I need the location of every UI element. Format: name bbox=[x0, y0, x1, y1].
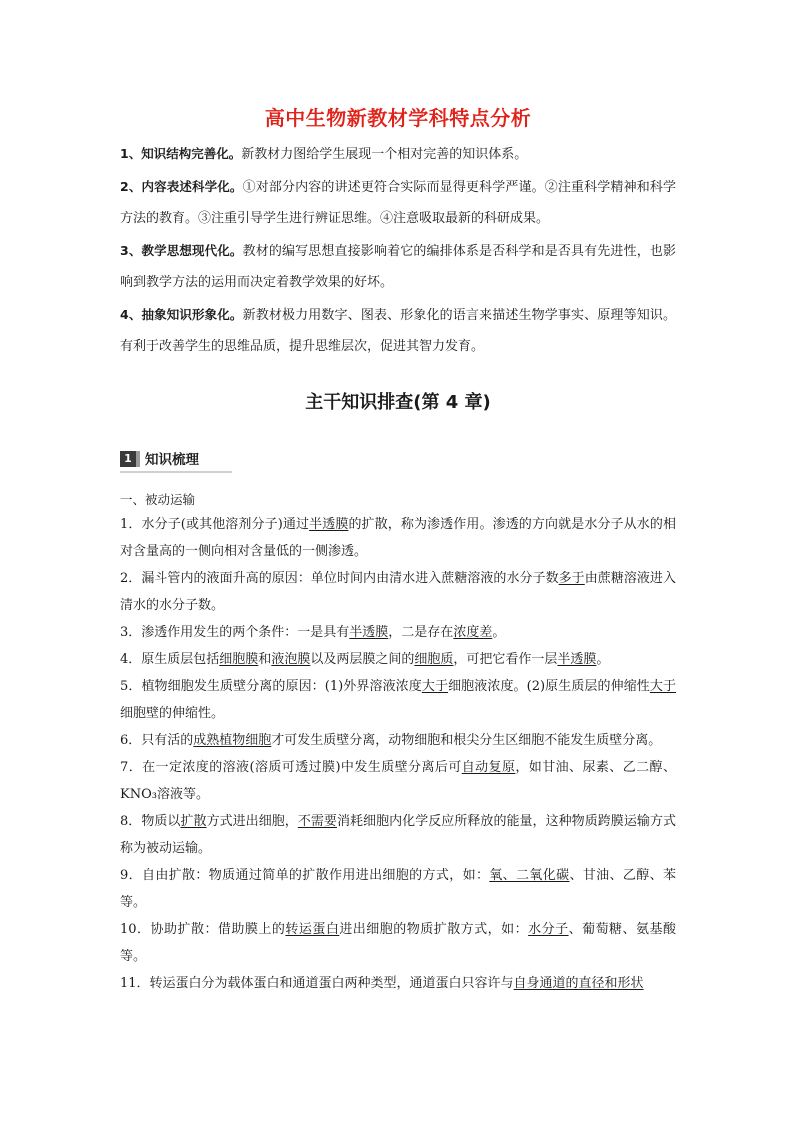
knowledge-item bbox=[120, 565, 676, 619]
feature-text: ①对部分内容的讲述更符合实际而显得更科学严谨。②注重科学精神和科学方法的教育。③注重引导学生进行辨证思维。④注意吸取最新的科研成果。 bbox=[120, 179, 676, 226]
item-text: 1．水分子(或其他溶剂分子)通过 bbox=[120, 516, 310, 532]
key-term: 大于 bbox=[649, 678, 676, 694]
feature-lead: 2、内容表述科学化。 bbox=[120, 178, 243, 194]
key-term: 自身通道的直径和形状 bbox=[513, 975, 644, 991]
key-term: 细胞膜 bbox=[219, 651, 259, 667]
key-term: 水分子 bbox=[528, 921, 569, 937]
item-text: 方式进出细胞， bbox=[206, 813, 298, 829]
item-text: 5．植物细胞发生质壁分离的原因：(1)外界溶液浓度 bbox=[120, 678, 422, 694]
item-text: 10．协助扩散：借助膜上的 bbox=[120, 921, 286, 937]
item-text: 8．物质以 bbox=[120, 813, 181, 829]
item-text: 细胞壁的伸缩性。 bbox=[120, 705, 225, 721]
subsection-heading: 一、被动运输 bbox=[120, 491, 196, 507]
section-number-badge: 1 bbox=[120, 451, 136, 467]
item-text: 进出细胞的物质扩散方式，如： bbox=[339, 921, 529, 937]
key-term: 成熟植物细胞 bbox=[193, 732, 272, 748]
key-term: 扩散 bbox=[180, 813, 207, 829]
knowledge-item bbox=[120, 727, 676, 754]
feature-lead: 4、抽象知识形象化。 bbox=[120, 306, 243, 322]
item-text: 和 bbox=[258, 651, 272, 667]
item-text: 。 bbox=[492, 624, 506, 640]
item-text: 的扩散，称为渗透作用。渗透的方向就是水分子从水的相对含量高的一侧向相对含量低的一侧渗透。 bbox=[120, 516, 676, 559]
section-header bbox=[120, 447, 232, 473]
feature-paragraph bbox=[120, 299, 676, 363]
key-term: 转运蛋白 bbox=[285, 921, 340, 937]
section-label: 知识梳理 bbox=[145, 451, 199, 468]
key-term: 大于 bbox=[421, 678, 449, 694]
page-content bbox=[120, 104, 676, 997]
feature-lead: 1、知识结构完善化。 bbox=[120, 146, 242, 161]
knowledge-item bbox=[120, 511, 676, 565]
feature-paragraph bbox=[120, 138, 676, 171]
key-term: 多于 bbox=[558, 570, 585, 586]
knowledge-item bbox=[120, 754, 676, 808]
key-term: 浓度差 bbox=[453, 624, 493, 640]
page-title: 高中生物新教材学科特点分析 bbox=[264, 106, 532, 130]
key-term: 自动复原 bbox=[461, 759, 516, 775]
knowledge-item bbox=[120, 673, 676, 727]
feature-paragraph bbox=[120, 235, 676, 299]
key-term: 半透膜 bbox=[349, 624, 389, 640]
item-text: 4．原生质层包括 bbox=[120, 651, 220, 667]
knowledge-item bbox=[120, 916, 676, 970]
features-list bbox=[120, 138, 676, 363]
feature-text: 新教材力图给学生展现一个相对完善的知识体系。 bbox=[241, 147, 528, 162]
feature-lead: 3、教学思想现代化。 bbox=[120, 242, 243, 258]
item-text: 、甘油、乙醇、苯等。 bbox=[120, 867, 676, 910]
item-text: 消耗细胞内化学反应所释放的能量，这种物质跨膜运输方式称为被动运输。 bbox=[120, 813, 676, 856]
item-text: ，二是存在 bbox=[388, 624, 454, 640]
key-term: 半透膜 bbox=[557, 651, 597, 667]
key-term: 细胞质 bbox=[414, 651, 454, 667]
feature-text: 教材的编写思想直接影响着它的编排体系是否科学和是否具有先进性，也影响到教学方法的运用而决定着教学效果的好坏。 bbox=[120, 243, 676, 290]
item-text: 2．漏斗管内的液面升高的原因：单位时间内由清水进入蔗糖溶液的水分子数 bbox=[120, 570, 559, 586]
item-text: 3．渗透作用发生的两个条件：一是具有 bbox=[120, 624, 350, 640]
chapter-title: 主干知识排查(第 4 章) bbox=[305, 391, 491, 413]
key-term: 半透膜 bbox=[309, 516, 349, 532]
knowledge-item bbox=[120, 619, 676, 646]
key-term: 不需要 bbox=[297, 813, 337, 829]
item-text: ，如甘油、尿素、乙二醇、KNO₃溶液等。 bbox=[120, 759, 676, 802]
item-text: 由蔗糖溶液进入清水的水分子数。 bbox=[120, 570, 676, 613]
item-text: 9．自由扩散：物质通过简单的扩散作用进出细胞的方式，如： bbox=[120, 867, 490, 883]
feature-paragraph bbox=[120, 171, 676, 235]
knowledge-item bbox=[120, 862, 676, 916]
item-text: 11．转运蛋白分为载体蛋白和通道蛋白两种类型，通道蛋白只容许与 bbox=[120, 975, 514, 991]
knowledge-item bbox=[120, 970, 676, 997]
item-text: 7．在一定浓度的溶液(溶质可透过膜)中发生质壁分离后可 bbox=[120, 759, 462, 775]
item-text: 才可发生质壁分离，动物细胞和根尖分生区细胞不能发生质壁分离。 bbox=[271, 732, 662, 748]
item-text: 细胞液浓度。(2)原生质层的伸缩性 bbox=[448, 678, 650, 694]
knowledge-item bbox=[120, 646, 676, 673]
key-term: 液泡膜 bbox=[271, 651, 311, 667]
knowledge-item bbox=[120, 808, 676, 862]
knowledge-items bbox=[120, 511, 676, 997]
item-text: ，可把它看作一层 bbox=[453, 651, 558, 667]
item-text: 6．只有活的 bbox=[120, 732, 194, 748]
item-text: 以及两层膜之间的 bbox=[310, 651, 415, 667]
feature-text: 新教材极力用数字、图表、形象化的语言来描述生物学事实、原理等知识。有利于改善学生的思维品质，提升思维层次，促进其智力发育。 bbox=[120, 307, 676, 354]
item-text: 。 bbox=[596, 651, 610, 667]
item-text: 、葡萄糖、氨基酸等。 bbox=[120, 921, 676, 964]
key-term: 氧、二氧化碳 bbox=[489, 867, 570, 883]
